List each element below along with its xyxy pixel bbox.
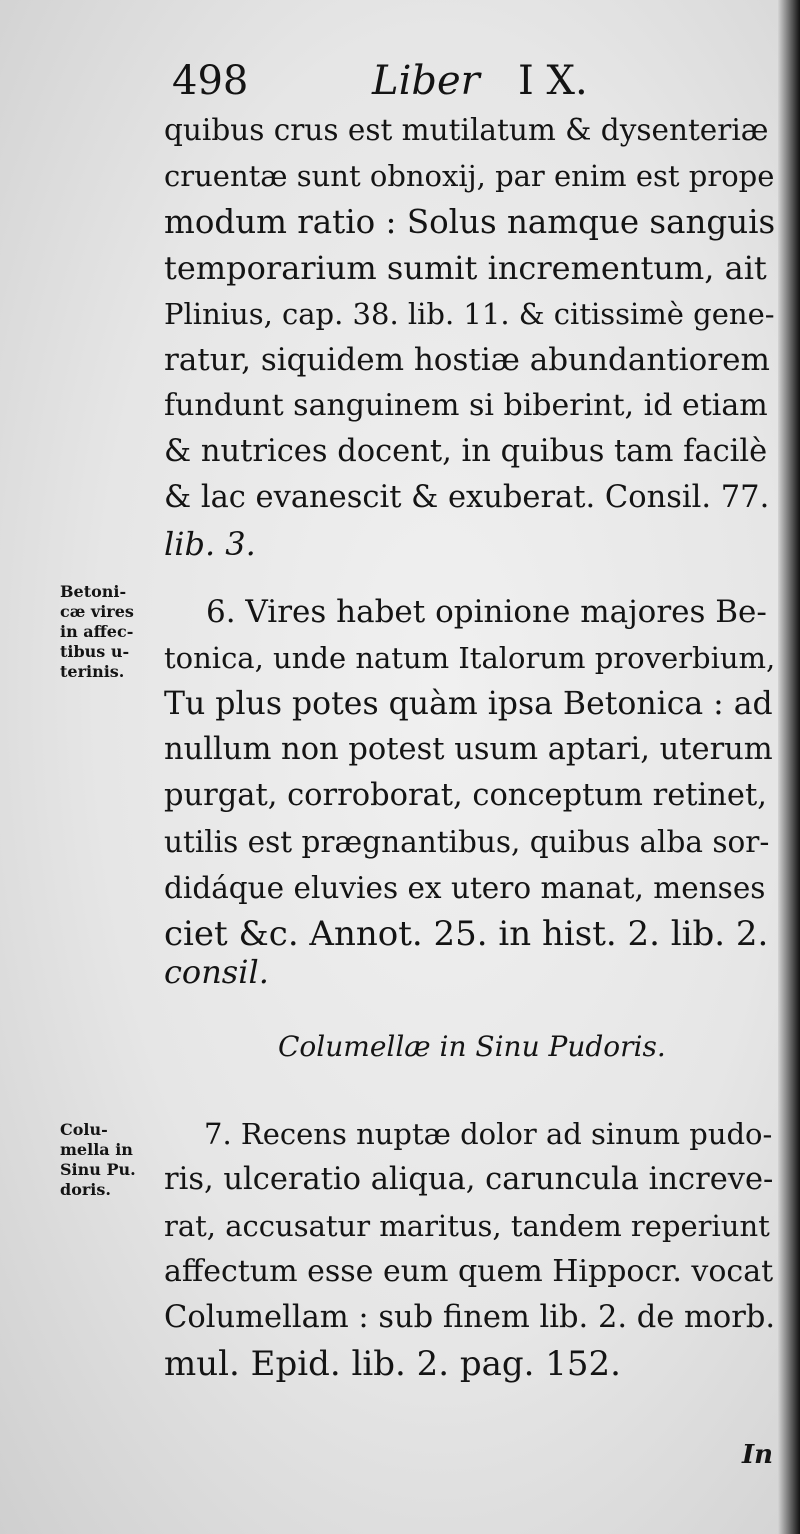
section-subheading: Columellæ in Sinu Pudoris. [278,1030,666,1063]
text-line: nullum non potest usum aptari, uterum [164,732,773,767]
marginal-note-betonica [60,582,170,682]
page-header [172,58,612,108]
text-line: ris, ulceratio aliqua, caruncula increve- [164,1162,774,1197]
text-line: ratur, siquidem hostiæ abundantiorem [164,342,770,378]
page-edge-shadow [778,0,800,1534]
marginal-line: tibus u- [60,642,130,661]
marginal-note-columella [60,1120,170,1200]
text-line: purgat, corroborat, conceptum retinet, [164,778,767,813]
text-line: cruentæ sunt obnoxij, par enim est prope [164,159,775,193]
text-line: quibus crus est mutilatum & dysenteriæ [164,113,769,147]
marginal-line: mella in [60,1140,133,1159]
text-line: & nutrices docent, in quibus tam facilè [164,434,768,469]
text-line: lib. 3. [164,525,256,563]
text-line: fundunt sanguinem si biberint, id etiam [164,388,768,423]
page-number: 498 [172,58,249,104]
marginal-line: Sinu Pu. [60,1160,136,1179]
text-line: rat, accusatur maritus, tandem reperiunt [164,1209,770,1243]
marginal-line: terinis. [60,662,125,681]
catchword: In [742,1440,774,1470]
text-line: affectum esse eum quem Hippocr. vocat [164,1254,774,1289]
marginal-line: doris. [60,1180,111,1199]
text-line: mul. Epid. lib. 2. pag. 152. [164,1344,621,1384]
text-line: & lac evanescit & exuberat. Consil. 77. [164,480,770,515]
marginal-line: cæ vires [60,602,134,621]
text-line: 6. Vires habet opinione majores Be- [206,594,767,630]
running-title-number: I X. [518,58,588,104]
text-line: consil. [164,953,269,991]
text-line: temporarium sumit incrementum, ait [164,249,767,287]
text-line: Columellam : sub finem lib. 2. de morb. [164,1300,776,1335]
marginal-line: in affec- [60,622,134,641]
text-line: tonica, unde natum Italorum proverbium, [164,641,776,675]
text-line: Plinius, cap. 38. lib. 11. & citissimè gene- [164,297,775,331]
marginal-line: Betoni- [60,582,127,601]
text-line: Tu plus potes quàm ipsa Betonica : ad [164,686,773,722]
text-line: modum ratio : Solus namque sanguis [164,203,776,241]
text-line: 7. Recens nuptæ dolor ad sinum pudo- [204,1117,773,1151]
text-line: ciet &c. Annot. 25. in hist. 2. lib. 2. [164,914,769,954]
text-line: utilis est prægnantibus, quibus alba sor- [164,825,770,859]
running-title: Liber [372,58,480,104]
marginal-line: Colu- [60,1120,108,1139]
text-line: didáque eluvies ex utero manat, menses [164,871,766,905]
